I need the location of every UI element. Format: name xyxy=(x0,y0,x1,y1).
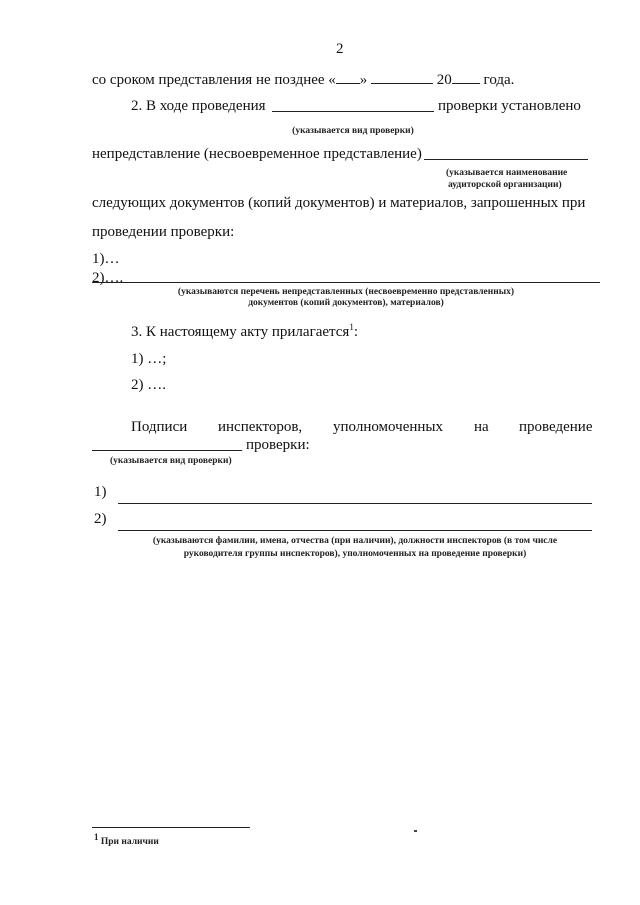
attachment-item-2: 2) …. xyxy=(131,377,166,393)
item2-suffix: проверки установлено xyxy=(438,98,581,114)
signatures-line2-suffix: проверки: xyxy=(246,437,310,453)
inspector-line-2 xyxy=(118,530,592,531)
signatures-word-2: инспекторов, xyxy=(218,419,303,435)
signatures-word-4: на xyxy=(474,419,489,435)
footnote-separator xyxy=(92,827,250,828)
attachment-item-1: 1) …; xyxy=(131,351,167,367)
docs-line-2: проведении проверки: xyxy=(92,224,235,240)
deadline-quote-close: » xyxy=(359,72,368,88)
docs-list-item-2: 2)…. xyxy=(92,270,124,286)
year-blank xyxy=(452,71,480,84)
deadline-line xyxy=(92,71,514,89)
scan-speck xyxy=(414,830,417,832)
footnote-ref: 1 xyxy=(349,322,354,332)
docs-list-hint-1: (указываются перечень непредставленных (несвоевременно представленных) xyxy=(177,287,515,297)
check-type-line xyxy=(272,111,434,112)
signatures-word-1: Подписи xyxy=(131,419,188,435)
docs-list-line xyxy=(92,282,600,283)
signatures-word-5: проведение xyxy=(519,419,593,435)
deadline-suffix: года. xyxy=(483,72,515,88)
audit-org-hint-1: (указывается наименование xyxy=(446,168,568,178)
docs-list-hint-2: документов (копий документов), материалов) xyxy=(248,298,444,308)
audit-org-line xyxy=(424,159,588,160)
inspector-names-hint-2: руководителя группы инспекторов), уполномоченных на проведение проверки) xyxy=(183,549,527,559)
day-blank xyxy=(336,71,360,84)
sig-check-type-hint: (указывается вид проверки) xyxy=(110,456,232,466)
inspector-names-hint-1: (указываются фамилии, имена, отчества (при наличии), должности инспекторов (в том числе xyxy=(152,536,558,546)
deadline-prefix: со сроком представления не позднее « xyxy=(92,72,336,88)
year-prefix: 20 xyxy=(436,72,452,88)
check-type-hint: (указывается вид проверки) xyxy=(292,126,414,136)
footnote-text: $^1$ При наличии xyxy=(94,831,159,847)
page-number: 2 xyxy=(336,41,344,57)
inspector-number-1: 1) xyxy=(94,484,107,500)
inspector-number-2: 2) xyxy=(94,511,107,527)
month-blank xyxy=(371,71,433,84)
signatures-word-3: уполномоченных xyxy=(333,419,443,435)
docs-list-item-1: 1)… xyxy=(92,251,120,267)
inspector-line-1 xyxy=(118,503,592,504)
nonsubmission-text: непредставление (несвоевременное представление) xyxy=(92,146,422,162)
footnote-marker: 1 xyxy=(94,831,99,842)
item2-prefix: 2. В ходе проведения xyxy=(131,98,266,114)
audit-org-hint-2: аудиторской организации) xyxy=(448,180,562,190)
docs-line-1: следующих документов (копий документов) и материалов, запрошенных при xyxy=(92,195,586,211)
attachments-heading: 3. К настоящему акту прилагается$^1$: xyxy=(131,322,359,340)
sig-check-type-line xyxy=(92,450,242,451)
